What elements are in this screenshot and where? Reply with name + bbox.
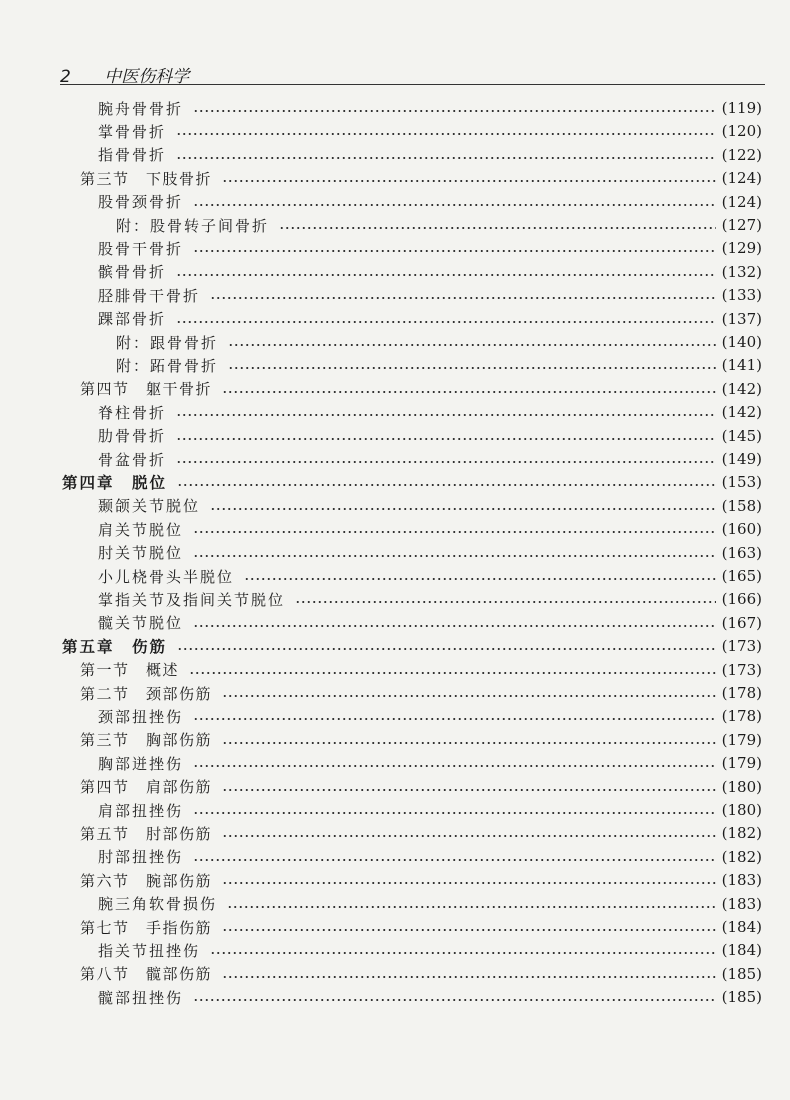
- toc-entry-page: (124): [721, 192, 762, 211]
- toc-entry-item: [98, 308, 762, 330]
- toc-entry-item: [98, 518, 762, 540]
- dot-leader: [210, 508, 716, 510]
- toc-entry-page: (182): [721, 847, 762, 866]
- toc-entry-page: (145): [721, 426, 762, 445]
- toc-entry-item: [98, 144, 762, 166]
- toc-entry-page: (137): [721, 309, 762, 328]
- dot-leader: [222, 789, 716, 791]
- toc-entry-title: 第四节 躯干骨折: [80, 380, 213, 399]
- toc-entry-page: (158): [721, 496, 762, 515]
- toc-entry-title: 第五节 肘部伤筋: [80, 824, 213, 843]
- toc-entry-title: 胫腓骨干骨折: [98, 286, 201, 305]
- toc-entry-title: 掌指关节及指间关节脱位: [98, 590, 286, 609]
- toc-entry-item: [98, 425, 762, 447]
- toc-entry-item: [98, 448, 762, 470]
- dot-leader: [176, 133, 716, 135]
- toc-entry-page: (142): [721, 403, 762, 422]
- dot-leader: [222, 835, 716, 837]
- dot-leader: [228, 367, 716, 369]
- toc-entry-page: (119): [721, 99, 762, 117]
- toc-entry-page: (185): [721, 988, 762, 1007]
- toc-entry-item: [98, 705, 762, 727]
- toc-entry-page: (165): [721, 567, 762, 585]
- toc-entry-page: (133): [721, 286, 762, 305]
- toc-entry-page: (149): [721, 450, 762, 468]
- toc-entry-sub: [116, 354, 762, 376]
- header-rule: [60, 84, 765, 85]
- toc-entry-section: [80, 963, 762, 985]
- toc-entry-item: [98, 612, 762, 634]
- toc-entry-title: 髋部扭挫伤: [98, 988, 184, 1007]
- toc-entry-title: 掌骨骨折: [98, 122, 167, 141]
- toc-entry-title: 股骨颈骨折: [98, 193, 184, 212]
- dot-leader: [222, 695, 716, 697]
- toc-entry-title: 肩部扭挫伤: [98, 801, 184, 820]
- toc-entry-page: (141): [721, 356, 762, 375]
- toc-entry-item: [98, 846, 762, 868]
- dot-leader: [210, 297, 716, 299]
- toc-entry-title: 肋骨骨折: [98, 427, 167, 446]
- dot-leader: [176, 157, 716, 159]
- dot-leader: [177, 648, 716, 650]
- toc-entry-title: 第一节 概述: [80, 661, 180, 680]
- toc-entry-sub: [116, 214, 762, 236]
- toc-entry-title: 第二节 颈部伤筋: [80, 684, 213, 703]
- toc-entry-title: 肘关节脱位: [98, 544, 184, 563]
- toc-entry-page: (182): [721, 824, 762, 843]
- dot-leader: [210, 952, 716, 954]
- dot-leader: [193, 765, 716, 767]
- toc-entry-title: 踝部骨折: [98, 310, 167, 329]
- toc-entry-page: (184): [721, 941, 762, 960]
- toc-entry-title: 附：跟骨骨折: [116, 333, 219, 352]
- toc-entry-item: [98, 588, 762, 610]
- toc-entry-page: (140): [721, 333, 762, 351]
- dot-leader: [176, 321, 716, 323]
- dot-leader: [176, 461, 716, 463]
- toc-entry-page: (142): [721, 379, 762, 398]
- toc-entry-item: [98, 401, 762, 423]
- dot-leader: [193, 204, 716, 206]
- toc-entry-title: 腕舟骨骨折: [98, 99, 184, 118]
- toc-entry-page: (166): [721, 590, 762, 609]
- dot-leader: [193, 718, 716, 720]
- toc-entry-title: 附：股骨转子间骨折: [116, 216, 270, 235]
- toc-entry-page: (180): [721, 777, 762, 796]
- toc-entry-page: (120): [721, 122, 762, 141]
- toc-entry-page: (183): [721, 871, 762, 890]
- toc-entry-title: 髌骨骨折: [98, 263, 167, 282]
- toc-entry-section: [80, 729, 762, 751]
- toc-entry-title: 小儿桡骨头半脱位: [98, 567, 235, 586]
- toc-entry-title: 腕三角软骨损伤: [98, 895, 218, 914]
- toc-entry-title: 胸部迸挫伤: [98, 754, 184, 773]
- dot-leader: [244, 578, 716, 580]
- toc-entry-title: 髋关节脱位: [98, 614, 184, 633]
- toc-entry-section: [80, 822, 762, 844]
- dot-leader: [222, 976, 716, 978]
- toc-entry-title: 颞颌关节脱位: [98, 497, 201, 516]
- toc-entry-title: 第三节 下肢骨折: [80, 169, 213, 188]
- toc-entry-page: (127): [721, 216, 762, 234]
- toc-entry-page: (184): [721, 918, 762, 936]
- toc-entry-page: (167): [721, 613, 762, 632]
- toc-entry-item: [98, 120, 762, 142]
- toc-entry-title: 附：跖骨骨折: [116, 356, 219, 375]
- toc-entry-title: 肩关节脱位: [98, 520, 184, 539]
- toc-entry-section: [80, 378, 762, 400]
- toc-entry-title: 第五章 伤筋: [62, 637, 168, 657]
- dot-leader: [222, 882, 716, 884]
- dot-leader: [177, 484, 716, 486]
- dot-leader: [222, 742, 716, 744]
- toc-entry-title: 肘部扭挫伤: [98, 848, 184, 867]
- toc-entry-item: [98, 565, 762, 587]
- dot-leader: [193, 859, 716, 861]
- dot-leader: [189, 672, 716, 674]
- dot-leader: [227, 906, 716, 908]
- dot-leader: [193, 555, 716, 557]
- toc-entry-item: [98, 97, 762, 119]
- toc-entry-title: 第三节 胸部伤筋: [80, 731, 213, 750]
- toc-entry-item: [98, 542, 762, 564]
- toc-entry-section: [80, 916, 762, 938]
- toc-entry-chapter: [62, 471, 762, 493]
- toc-entry-page: (129): [721, 239, 762, 258]
- toc-entry-title: 第六节 腕部伤筋: [80, 871, 213, 890]
- toc-entry-section: [80, 776, 762, 798]
- dot-leader: [193, 250, 716, 252]
- toc-entry-title: 第七节 手指伤筋: [80, 918, 213, 937]
- toc-entry-page: (178): [721, 707, 762, 726]
- toc-entry-item: [98, 191, 762, 213]
- dot-leader: [228, 344, 716, 346]
- toc-entry-section: [80, 167, 762, 189]
- toc-entry-section: [80, 682, 762, 704]
- dot-leader: [222, 180, 716, 182]
- toc-entry-page: (122): [721, 145, 762, 164]
- toc-entry-page: (160): [721, 520, 762, 539]
- toc-entry-item: [98, 799, 762, 821]
- toc-entry-page: (163): [721, 543, 762, 562]
- toc-entry-item: [98, 261, 762, 283]
- dot-leader: [295, 601, 716, 603]
- toc-entry-title: 股骨干骨折: [98, 239, 184, 258]
- dot-leader: [193, 110, 716, 112]
- toc-entry-item: [98, 893, 762, 915]
- toc-entry-title: 骨盆骨折: [98, 450, 167, 469]
- toc-entry-item: [98, 284, 762, 306]
- toc-entry-page: (183): [721, 894, 762, 913]
- dot-leader: [193, 625, 716, 627]
- dot-leader: [193, 531, 716, 533]
- page-number: 2: [60, 67, 71, 87]
- toc-entry-sub: [116, 331, 762, 353]
- toc-entry-section: [80, 869, 762, 891]
- dot-leader: [222, 929, 716, 931]
- dot-leader: [193, 812, 716, 814]
- book-title: 中医伤科学: [104, 67, 190, 87]
- dot-leader: [193, 999, 716, 1001]
- toc-entry-page: (153): [721, 473, 762, 492]
- dot-leader: [279, 227, 716, 229]
- toc-entry-title: 第四节 肩部伤筋: [80, 778, 213, 797]
- toc-entry-item: [98, 986, 762, 1008]
- dot-leader: [176, 274, 716, 276]
- toc-entry-page: (173): [721, 637, 762, 656]
- toc-entry-page: (179): [721, 754, 762, 773]
- toc-entry-item: [98, 237, 762, 259]
- toc-entry-title: 指骨骨折: [98, 146, 167, 165]
- toc-entry-page: (185): [721, 964, 762, 983]
- toc-entry-page: (173): [721, 660, 762, 679]
- toc-entry-title: 指关节扭挫伤: [98, 941, 201, 960]
- toc-entry-page: (124): [721, 169, 762, 188]
- toc-entry-chapter: [62, 635, 762, 657]
- dot-leader: [176, 438, 716, 440]
- toc-entry-page: (132): [721, 262, 762, 281]
- toc-entry-title: 第八节 髋部伤筋: [80, 965, 213, 984]
- toc-entry-section: [80, 659, 762, 681]
- toc-entry-item: [98, 495, 762, 517]
- toc-entry-page: (179): [721, 730, 762, 749]
- toc-entry-title: 脊柱骨折: [98, 403, 167, 422]
- dot-leader: [176, 414, 716, 416]
- toc-entry-page: (178): [721, 684, 762, 702]
- toc-entry-item: [98, 939, 762, 961]
- toc-entry-item: [98, 752, 762, 774]
- toc-entry-page: (180): [721, 801, 762, 819]
- toc-entry-title: 颈部扭挫伤: [98, 707, 184, 726]
- toc-entry-title: 第四章 脱位: [62, 473, 168, 493]
- dot-leader: [222, 391, 716, 393]
